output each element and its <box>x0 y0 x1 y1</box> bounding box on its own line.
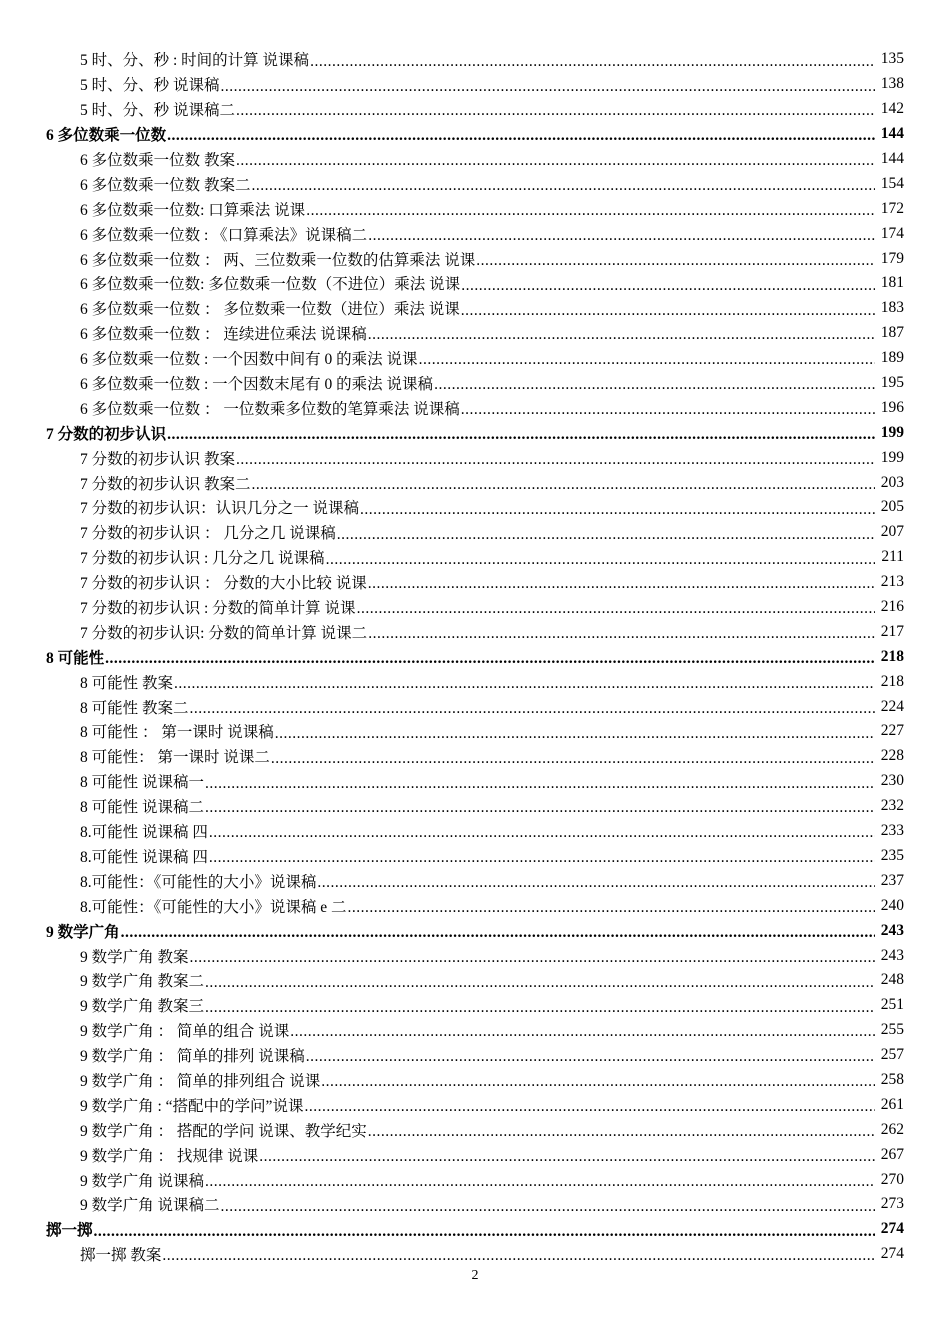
toc-entry-title: 7 分数的初步认识 <box>46 425 167 443</box>
toc-entry-title: 9 数学广角 教案 <box>80 948 189 966</box>
dot-leader <box>337 527 875 543</box>
dot-leader <box>357 601 875 617</box>
toc-entry-page: 135 <box>880 50 904 68</box>
dot-leader <box>461 278 875 294</box>
dot-leader <box>252 477 875 493</box>
toc-entry[interactable] <box>0 395 950 420</box>
toc-entry-page: 144 <box>880 150 904 167</box>
toc-entry-page: 138 <box>880 75 904 93</box>
toc-chapter-entry[interactable] <box>0 420 950 445</box>
toc-entry[interactable] <box>0 619 950 644</box>
dot-leader <box>205 975 875 991</box>
toc-entry-title: 9 数学广角 ： 简单的排列组合 说课 <box>80 1072 321 1090</box>
dot-leader <box>167 427 875 443</box>
toc-entry-title: 7 分数的初步认识：认识几分之一 说课稿 <box>80 500 360 518</box>
toc-entry[interactable] <box>0 221 950 246</box>
toc-entry-title: 9 数学广角 教案三 <box>80 998 205 1016</box>
toc-entry-page: 181 <box>880 274 904 292</box>
toc-entry[interactable] <box>0 570 950 595</box>
toc-entry-page: 232 <box>880 797 904 815</box>
toc-entry[interactable] <box>0 520 950 545</box>
dot-leader <box>368 327 875 343</box>
toc-entry-title: 9 数学广角 说课稿 <box>80 1172 205 1190</box>
toc-entry[interactable] <box>0 819 950 844</box>
dot-leader <box>121 925 875 941</box>
toc-entry-page: 189 <box>880 349 904 367</box>
toc-entry-title: 8.可能性 说课稿 四 <box>80 848 208 866</box>
toc-entry-page: 195 <box>880 374 904 392</box>
toc-entry-title: 8 可能性： 第一课时 说课二 <box>80 749 270 767</box>
dot-leader <box>321 1074 875 1090</box>
dot-leader <box>94 1224 875 1240</box>
dot-leader <box>476 253 875 269</box>
toc-entry-page: 203 <box>880 473 904 491</box>
toc-entry-title: 6 多位数乘一位数: 多位数乘一位数（不进位）乘法 说课 <box>80 276 461 294</box>
toc-entry-page: 274 <box>880 1245 904 1263</box>
dot-leader <box>368 576 875 592</box>
toc-entry[interactable] <box>0 171 950 196</box>
toc-entry-page: 243 <box>880 946 904 964</box>
toc-entry-page: 248 <box>880 971 904 989</box>
toc-entry[interactable] <box>0 321 950 346</box>
dot-leader <box>209 825 875 841</box>
toc-entry-title: 5 时、分、秒 说课稿 <box>80 77 220 95</box>
toc-entry[interactable] <box>0 72 950 97</box>
toc-entry-page: 243 <box>880 921 904 939</box>
toc-entry[interactable] <box>0 445 950 470</box>
toc-entry[interactable] <box>0 694 950 719</box>
toc-entry-title: 6 多位数乘一位数 教案 <box>80 152 236 169</box>
toc-entry[interactable] <box>0 993 950 1018</box>
toc-entry[interactable] <box>0 1043 950 1068</box>
dot-leader <box>162 1248 875 1264</box>
toc-entry-page: 257 <box>880 1046 904 1064</box>
toc-entry-page: 274 <box>880 1220 904 1238</box>
dot-leader <box>419 352 875 368</box>
toc-entry[interactable] <box>0 719 950 744</box>
toc-entry-page: 213 <box>880 573 904 591</box>
toc-entry-page: 154 <box>880 174 904 192</box>
dot-leader <box>190 701 875 717</box>
toc-entry[interactable] <box>0 1092 950 1117</box>
toc-entry-page: 172 <box>880 199 904 217</box>
toc-entry-title: 5 时、分、秒 : 时间的计算 说课稿 <box>80 52 310 70</box>
toc-entry-title: 9 数学广角 ： 简单的排列 说课稿 <box>80 1048 305 1066</box>
toc-entry[interactable] <box>0 943 950 968</box>
dot-leader <box>368 228 875 244</box>
dot-leader <box>205 800 875 816</box>
toc-entry-title: 6 多位数乘一位数 教案二 <box>80 176 251 194</box>
toc-entry[interactable] <box>0 1167 950 1192</box>
toc-entry-title: 6 多位数乘一位数 ： 连续进位乘法 说课稿 <box>80 326 367 344</box>
dot-leader <box>167 128 875 144</box>
toc-entry-title: 6 多位数乘一位数 : 一个因数末尾有 0 的乘法 说课稿 <box>80 376 434 394</box>
toc-chapter-entry[interactable] <box>0 918 950 943</box>
toc-entry-title: 7 分数的初步认识: 分数的简单计算 说课二 <box>80 624 368 642</box>
toc-entry-page: 218 <box>880 647 904 665</box>
toc-entry[interactable] <box>0 346 950 371</box>
toc-entry[interactable] <box>0 595 950 620</box>
dot-leader <box>304 1099 875 1115</box>
toc-entry-title: 9 数学广角 说课稿二 <box>80 1197 220 1215</box>
dot-leader <box>310 54 875 70</box>
dot-leader <box>205 776 875 792</box>
toc-entry-title: 7 分数的初步认识 教案 <box>80 450 236 468</box>
toc-entry[interactable] <box>0 968 950 993</box>
toc-entry-title: 9 数学广角 教案二 <box>80 973 205 991</box>
toc-entry[interactable] <box>0 470 950 495</box>
toc-entry-title: 8.可能性：《可能性的大小》说课稿 <box>80 873 317 891</box>
toc-entry-title: 8.可能性：《可能性的大小》说课稿 e 二 <box>80 898 347 916</box>
toc-entry-page: 218 <box>880 672 904 690</box>
toc-entry-title: 5 时、分、秒 说课稿二 <box>80 102 236 120</box>
toc-entry-page: 235 <box>880 846 904 864</box>
toc-entry-page: 267 <box>880 1145 904 1163</box>
toc-entry-page: 179 <box>880 249 904 267</box>
toc-entry-title: 8 可能性 教案 <box>80 674 174 692</box>
toc-entry-page: 228 <box>880 747 904 765</box>
toc-entry[interactable] <box>0 1192 950 1217</box>
toc-entry[interactable] <box>0 147 950 172</box>
toc-entry[interactable] <box>0 893 950 918</box>
dot-leader <box>461 303 875 319</box>
toc-entry-title: 8 可能性 ： 第一课时 说课稿 <box>80 724 274 742</box>
dot-leader <box>368 626 875 642</box>
toc-entry[interactable] <box>0 545 950 570</box>
toc-entry-title: 6 多位数乘一位数 ： 两、三位数乘一位数的估算乘法 说课 <box>80 251 476 269</box>
dot-leader <box>221 79 875 95</box>
dot-leader <box>306 1049 875 1065</box>
toc-entry-title: 6 多位数乘一位数 : 一个因数中间有 0 的乘法 说课 <box>80 351 418 369</box>
toc-entry[interactable] <box>0 246 950 271</box>
toc-entry-page: 216 <box>880 598 904 616</box>
toc-entry[interactable] <box>0 196 950 221</box>
toc-entry-page: 207 <box>880 523 904 541</box>
dot-leader <box>259 1149 875 1165</box>
toc-entry[interactable] <box>0 1142 950 1167</box>
toc-entry-page: 217 <box>880 622 904 640</box>
toc-entry-page: 261 <box>880 1095 904 1113</box>
toc-entry-page: 227 <box>880 722 904 740</box>
toc-entry[interactable] <box>0 1018 950 1043</box>
toc-chapter-entry[interactable] <box>0 122 950 147</box>
toc-entry[interactable] <box>0 1242 950 1267</box>
toc-entry-page: 224 <box>880 697 904 715</box>
toc-entry-title: 6 多位数乘一位数 ： 多位数乘一位数（进位）乘法 说课 <box>80 301 460 319</box>
dot-leader <box>105 651 875 667</box>
dot-leader <box>434 377 875 393</box>
toc-entry-title: 9 数学广角 ： 简单的组合 说课 <box>80 1023 290 1041</box>
toc-chapter-entry[interactable] <box>0 644 950 669</box>
toc-entry[interactable] <box>0 371 950 396</box>
toc-entry-title: 8.可能性 说课稿 四 <box>80 824 208 842</box>
toc-entry-title: 6 多位数乘一位数 ： 一位数乘多位数的笔算乘法 说课稿 <box>80 400 460 418</box>
dot-leader <box>306 203 875 219</box>
toc-entry[interactable] <box>0 669 950 694</box>
table-of-contents <box>0 47 950 1267</box>
toc-entry[interactable] <box>0 844 950 869</box>
dot-leader <box>275 726 875 742</box>
toc-entry-page: 255 <box>880 1021 904 1039</box>
toc-entry-title: 6 多位数乘一位数 <box>46 127 167 145</box>
toc-entry[interactable] <box>0 744 950 769</box>
dot-leader <box>174 676 875 692</box>
toc-entry[interactable] <box>0 97 950 122</box>
toc-entry-title: 9 数学广角 : “搭配中的学问”说课 <box>80 1097 304 1115</box>
toc-entry-page: 144 <box>880 125 904 143</box>
toc-chapter-entry[interactable] <box>0 1217 950 1242</box>
toc-entry-title: 8 可能性 教案二 <box>80 699 189 717</box>
dot-leader <box>236 452 875 468</box>
toc-entry-page: 273 <box>880 1195 904 1213</box>
toc-entry-page: 251 <box>880 996 904 1014</box>
toc-entry-title: 8 可能性 <box>46 649 105 667</box>
toc-entry-page: 258 <box>880 1070 904 1088</box>
toc-entry-page: 196 <box>880 398 904 416</box>
toc-entry[interactable] <box>0 868 950 893</box>
dot-leader <box>236 153 875 169</box>
toc-entry[interactable] <box>0 1117 950 1142</box>
toc-entry-page: 233 <box>880 822 904 840</box>
toc-entry-title: 7 分数的初步认识 ： 分数的大小比较 说课 <box>80 575 367 593</box>
dot-leader <box>221 1199 875 1215</box>
toc-entry-page: 262 <box>880 1120 904 1138</box>
dot-leader <box>205 1000 875 1016</box>
toc-entry[interactable] <box>0 47 950 72</box>
toc-entry-page: 183 <box>880 299 904 317</box>
toc-entry[interactable] <box>0 794 950 819</box>
toc-entry-title: 7 分数的初步认识 ： 几分之几 说课稿 <box>80 525 336 543</box>
toc-entry-title: 8 可能性 说课稿一 <box>80 774 205 792</box>
toc-entry-title: 7 分数的初步认识 教案二 <box>80 475 251 493</box>
toc-entry-title: 掷一掷 教案 <box>80 1247 162 1265</box>
toc-entry-title: 6 多位数乘一位数: 口算乘法 说课 <box>80 201 306 219</box>
toc-entry-page: 205 <box>880 498 904 516</box>
toc-entry-title: 6 多位数乘一位数 : 《口算乘法》说课稿二 <box>80 226 368 244</box>
toc-entry-title: 9 数学广角 ： 找规律 说课 <box>80 1147 259 1165</box>
toc-entry-title: 7 分数的初步认识 : 几分之几 说课稿 <box>80 550 325 568</box>
toc-entry-page: 199 <box>880 423 904 441</box>
dot-leader <box>290 1024 875 1040</box>
toc-entry-page: 187 <box>880 324 904 342</box>
toc-entry-title: 8 可能性 说课稿二 <box>80 799 205 817</box>
dot-leader <box>252 178 875 194</box>
toc-entry-title: 掷一掷 <box>46 1222 93 1240</box>
toc-entry-page: 237 <box>880 871 904 889</box>
toc-entry[interactable] <box>0 296 950 321</box>
toc-entry-title: 9 数学广角 <box>46 923 120 941</box>
toc-entry-page: 211 <box>881 548 904 566</box>
toc-entry-title: 9 数学广角 ： 搭配的学问 说课、教学纪实 <box>80 1122 367 1140</box>
toc-entry-title: 7 分数的初步认识 : 分数的简单计算 说课 <box>80 600 356 618</box>
toc-entry[interactable] <box>0 495 950 520</box>
dot-leader <box>205 1174 875 1190</box>
dot-leader <box>190 950 875 966</box>
dot-leader <box>326 552 875 568</box>
toc-entry-page: 240 <box>880 896 904 914</box>
toc-entry[interactable] <box>0 769 950 794</box>
toc-entry-page: 142 <box>880 100 904 118</box>
toc-entry[interactable] <box>0 271 950 296</box>
toc-entry-page: 199 <box>880 448 904 466</box>
page-number: 2 <box>471 1268 479 1283</box>
toc-entry-page: 174 <box>880 224 904 242</box>
dot-leader <box>360 502 875 518</box>
dot-leader <box>368 1124 875 1140</box>
toc-entry-page: 270 <box>880 1170 904 1188</box>
dot-leader <box>236 103 875 119</box>
toc-entry[interactable] <box>0 1068 950 1093</box>
dot-leader <box>348 900 875 916</box>
dot-leader <box>317 875 875 891</box>
dot-leader <box>209 850 875 866</box>
dot-leader <box>271 751 875 767</box>
toc-entry-page: 230 <box>880 772 904 790</box>
dot-leader <box>461 402 875 418</box>
